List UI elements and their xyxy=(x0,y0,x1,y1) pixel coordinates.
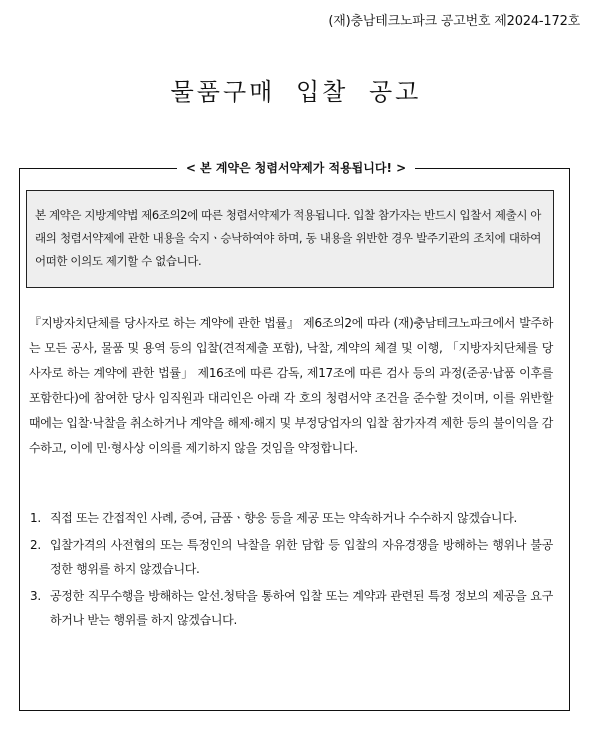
document-title: 물품구매 입찰 공고 xyxy=(170,78,422,106)
integrity-main-paragraph: 『지방자치단체를 당사자로 하는 계약에 관한 법률』 제6조의2에 따라 (재)충남테크노파크에서 발주하는 모든 공사, 물품 및 용역 등의 입찰(견적제출 포함), 낙찰, 계약의 체결 및 이행, 「지방자치단체를 당사자로 하는 계약에 관한 법률」 제16조에 따른 감독, 제17조에 따른 검사 등의 과정(준공·납품 이후를 포함한다)에 참여한 당사 임직원과 대리인은 아래 각 호의 청렴서약 조건을 준수할 것이며, 이를 위반할 때에는 입찰·낙찰을 취소하거나 계약을 해제·해지 및 부정당업자의 입찰 참가자격 제한 등의 불이익을 감수하고, 이에 민·형사상 이의를 제기하지 않을 것임을 약정합니다. xyxy=(29,316,553,455)
pledge-number: 2. xyxy=(30,538,41,552)
announcement-number: (재)충남테크노파크 공고번호 제2024-172호 xyxy=(328,14,580,29)
pledge-text: 입찰가격의 사전협의 또는 특정인의 낙찰을 위한 담합 등 입찰의 자유경쟁을 방해하는 행위나 불공정한 행위를 하지 않겠습니다. xyxy=(50,538,553,576)
integrity-pact-caption-row xyxy=(0,157,592,176)
pledge-text: 공정한 직무수행을 방해하는 알선.청탁을 통하여 입찰 또는 계약과 관련된 특정 정보의 제공을 요구하거나 받는 행위를 하지 않겠습니다. xyxy=(50,589,553,627)
pledge-item xyxy=(30,506,553,530)
pledge-item xyxy=(30,584,553,632)
pledge-text: 직접 또는 간접적인 사례, 증여, 금품ㆍ향응 등을 제공 또는 약속하거나 수수하지 않겠습니다. xyxy=(50,511,518,525)
pledge-list xyxy=(30,506,553,635)
pledge-number: 1. xyxy=(30,511,41,525)
pledge-item xyxy=(30,533,553,581)
integrity-notice-box xyxy=(26,190,554,288)
integrity-pact-caption: < 본 계약은 청렴서약제가 적용됩니다! > xyxy=(177,161,415,175)
pledge-number: 3. xyxy=(30,589,41,603)
integrity-notice-text: 본 계약은 지방계약법 제6조의2에 따른 청렴서약제가 적용됩니다. 입찰 참가자는 반드시 입찰서 제출시 아래의 청렴서약제에 관한 내용을 숙지ㆍ승낙하여야 하며, 동 내용을 위반한 경우 발주기관의 조치에 대하여 어떠한 이의도 제기할 수 없습니다. xyxy=(35,208,541,268)
